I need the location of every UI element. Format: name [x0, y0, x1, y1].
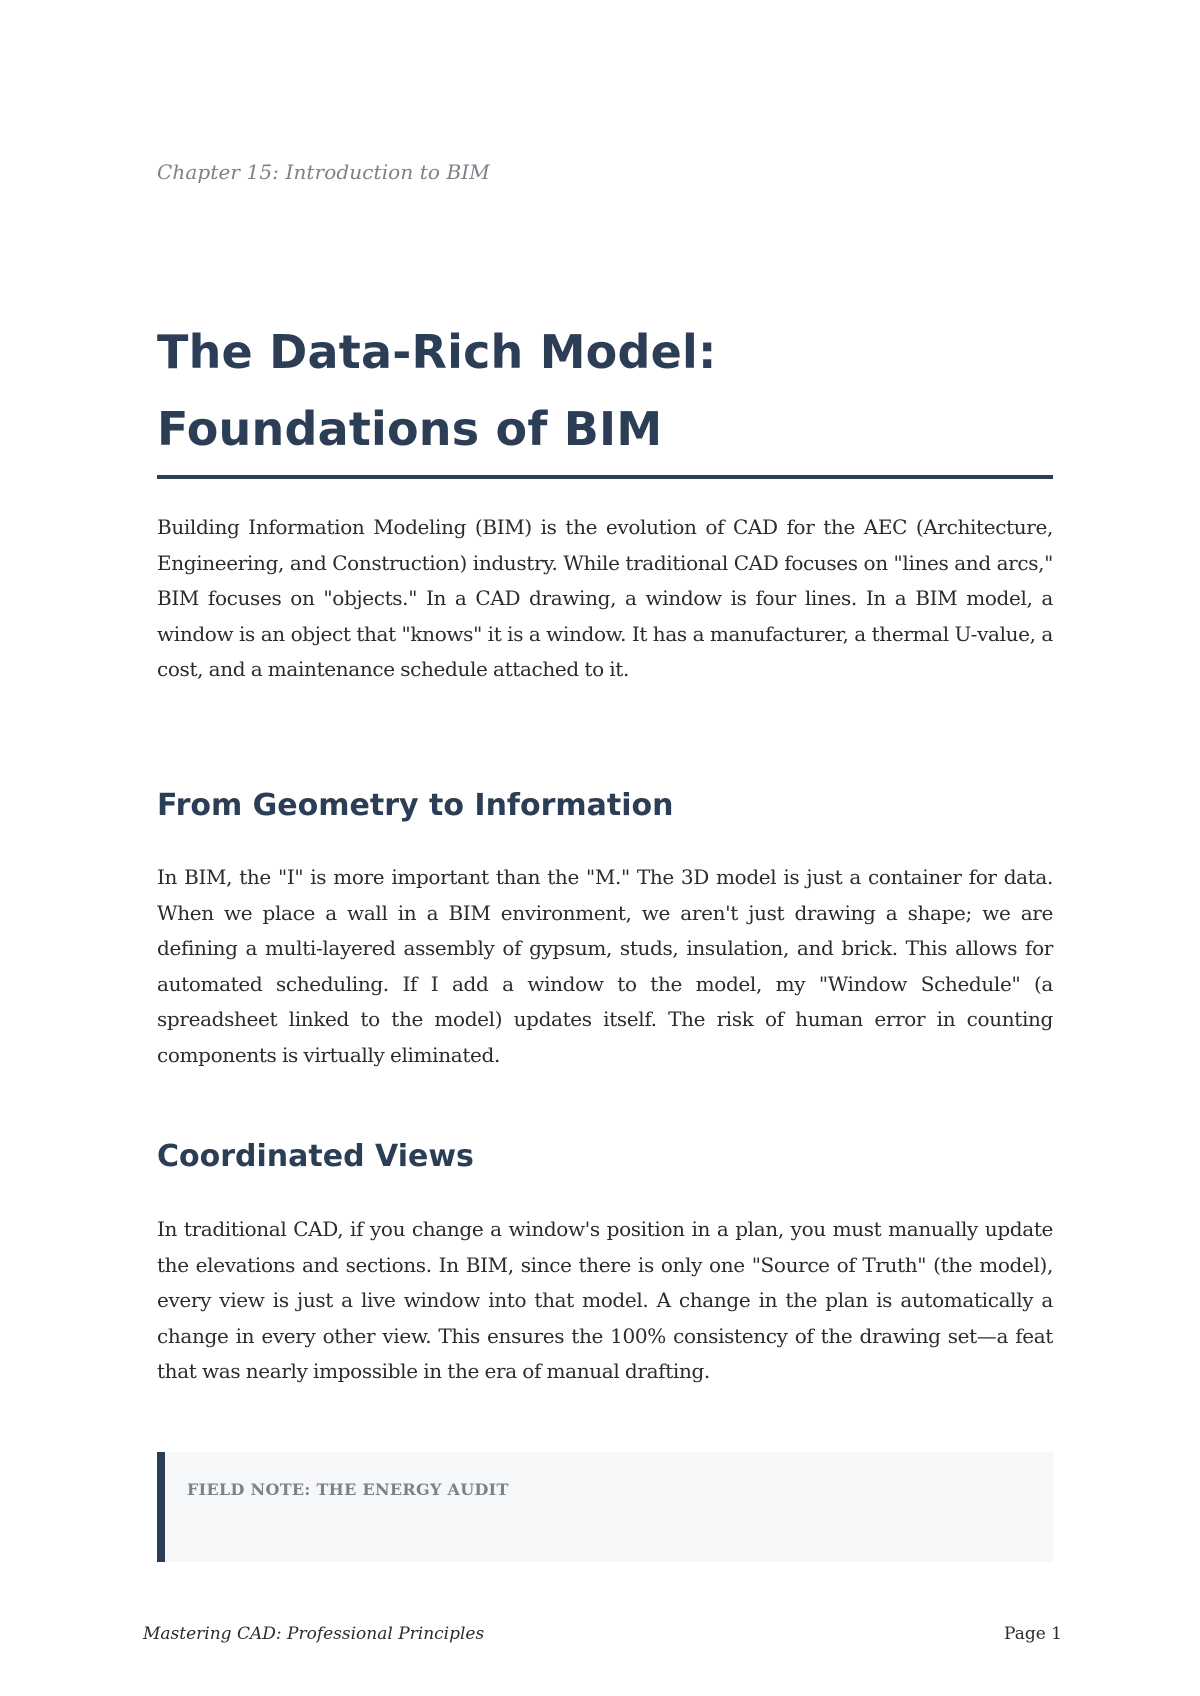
section-paragraph-coordinated-views: In traditional CAD, if you change a window's position in a plan, you must manually update the elevations and sections. In BIM, since there is only one "Source of Truth" (the model), every view is just a live window into that model. A change in the plan is automatically a change in every other view. This ensures the 100% consistency of the drawing set—a feat that was nearly impossible in the era of manual drafting. — [157, 1217, 1053, 1383]
title-divider — [157, 475, 1053, 479]
section-paragraph-geometry: In BIM, the "I" is more important than the "M." The 3D model is just a container for data. When we place a wall in a BIM environment, we aren't just drawing a shape; we are defining a multi-layered assembly of gypsum, studs, insulation, and brick. This allows for automated scheduling. If I add a window to the model, my "Window Schedule" (a spreadsheet linked to the model) updates itself. The risk of human error in counting components is virtually eliminated. — [157, 865, 1053, 1067]
page-title: The Data-Rich Model: Foundations of BIM — [157, 325, 717, 456]
chapter-label: Chapter 15: Introduction to BIM — [157, 160, 490, 184]
callout-label: FIELD NOTE: THE ENERGY AUDIT — [187, 1480, 509, 1499]
section-heading-geometry: From Geometry to Information — [157, 788, 674, 823]
field-note-callout — [157, 1452, 1053, 1562]
footer-book-title: Mastering CAD: Professional Principles — [143, 1624, 485, 1644]
intro-paragraph: Building Information Modeling (BIM) is the evolution of CAD for the AEC (Architecture, Engineering, and Construction) industry. While traditional CAD focuses on "lines and arcs," BIM focuses on "objects." In a CAD drawing, a window is four lines. In a BIM model, a window is an object that "knows" it is a window. It has a manufacturer, a thermal U-value, a cost, and a maintenance schedule attached to it. — [157, 515, 1053, 681]
section-heading-coordinated-views: Coordinated Views — [157, 1139, 474, 1174]
footer-page-number: Page 1 — [1004, 1624, 1062, 1644]
